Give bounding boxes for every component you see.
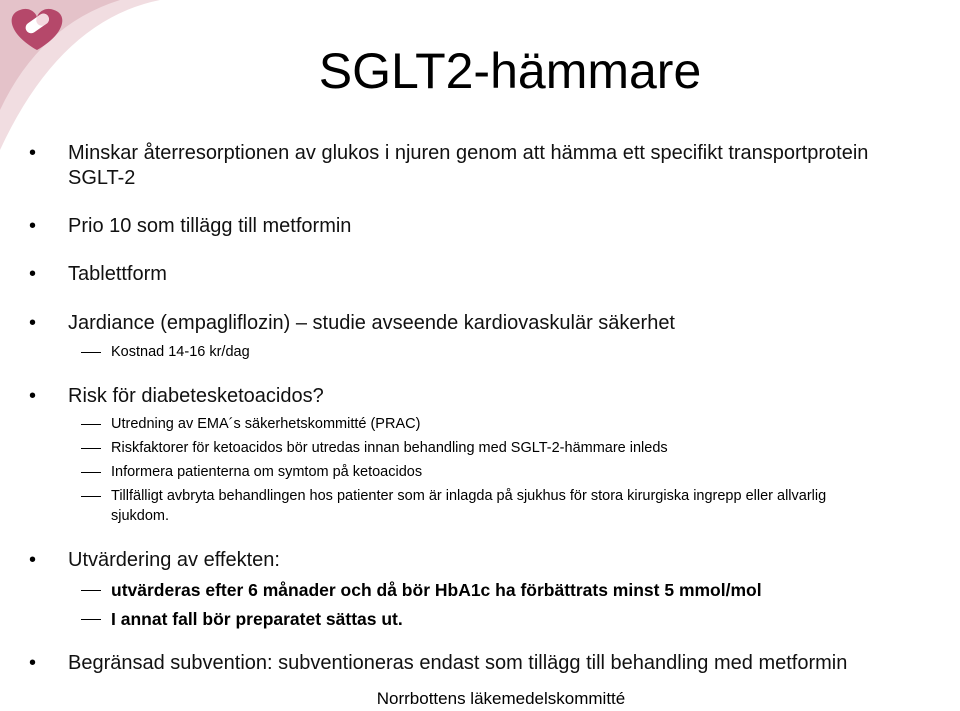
- bullet-5-sub-4: Tillfälligt avbryta behandlingen hos patienter som är inlagda på sjukhus för stora kirurgiska ingrepp eller allvarlig: [111, 488, 827, 504]
- bullet-5-sub-3: Informera patienterna om symtom på ketoacidos: [111, 464, 423, 480]
- footer-text: Norrbottens läkemedelskommitté: [376, 689, 626, 708]
- sub-dash: [81, 472, 101, 473]
- bullet-4-text: Jardiance (empagliflozin) – studie avseende kardiovaskulär säkerhet: [68, 312, 675, 334]
- bullet-marker: •: [29, 652, 37, 674]
- slide-title: SGLT2-hämmare: [318, 43, 702, 99]
- bullet-2-text: Prio 10 som tillägg till metformin: [68, 215, 352, 237]
- bullet-5-sub-4-cont: sjukdom.: [111, 508, 170, 524]
- bullet-6-sub-1: utvärderas efter 6 månader och då bör HbA1c ha förbättrats minst 5 mmol/mol: [111, 580, 762, 600]
- sub-dash: [81, 496, 101, 497]
- bullet-6-sub-2: I annat fall bör preparatet sättas ut.: [111, 609, 403, 629]
- bullet-5-sub-2: Riskfaktorer för ketoacidos bör utredas innan behandling med SGLT-2-hämmare inleds: [111, 440, 668, 456]
- bullet-6-text: Utvärdering av effekten:: [68, 549, 280, 571]
- sub-dash: [81, 424, 101, 425]
- bullet-4-sub-1: Kostnad 14-16 kr/dag: [111, 344, 250, 360]
- sub-dash: [81, 619, 101, 620]
- sub-dash: [81, 352, 101, 353]
- sub-dash: [81, 590, 101, 591]
- bullet-7-text: Begränsad subvention: subventioneras endast som tillägg till behandling med metformin: [68, 652, 848, 674]
- bullet-1-line-1: Minskar återresorptionen av glukos i njuren genom att hämma ett specifikt transportprotein: [68, 142, 869, 164]
- bullet-3-text: Tablettform: [68, 263, 167, 285]
- bullet-marker: •: [29, 549, 37, 571]
- bullet-marker: •: [29, 263, 37, 285]
- bullet-marker: •: [29, 385, 37, 407]
- bullet-1-line-2: SGLT-2: [68, 167, 136, 189]
- bullet-5-text: Risk för diabetesketoacidos?: [68, 385, 324, 407]
- bullet-5-sub-1: Utredning av EMA´s säkerhetskommitté (PRAC): [111, 416, 421, 432]
- sub-dash: [81, 448, 101, 449]
- bullet-marker: •: [29, 142, 37, 164]
- bullet-marker: •: [29, 215, 37, 237]
- bullet-marker: •: [29, 312, 37, 334]
